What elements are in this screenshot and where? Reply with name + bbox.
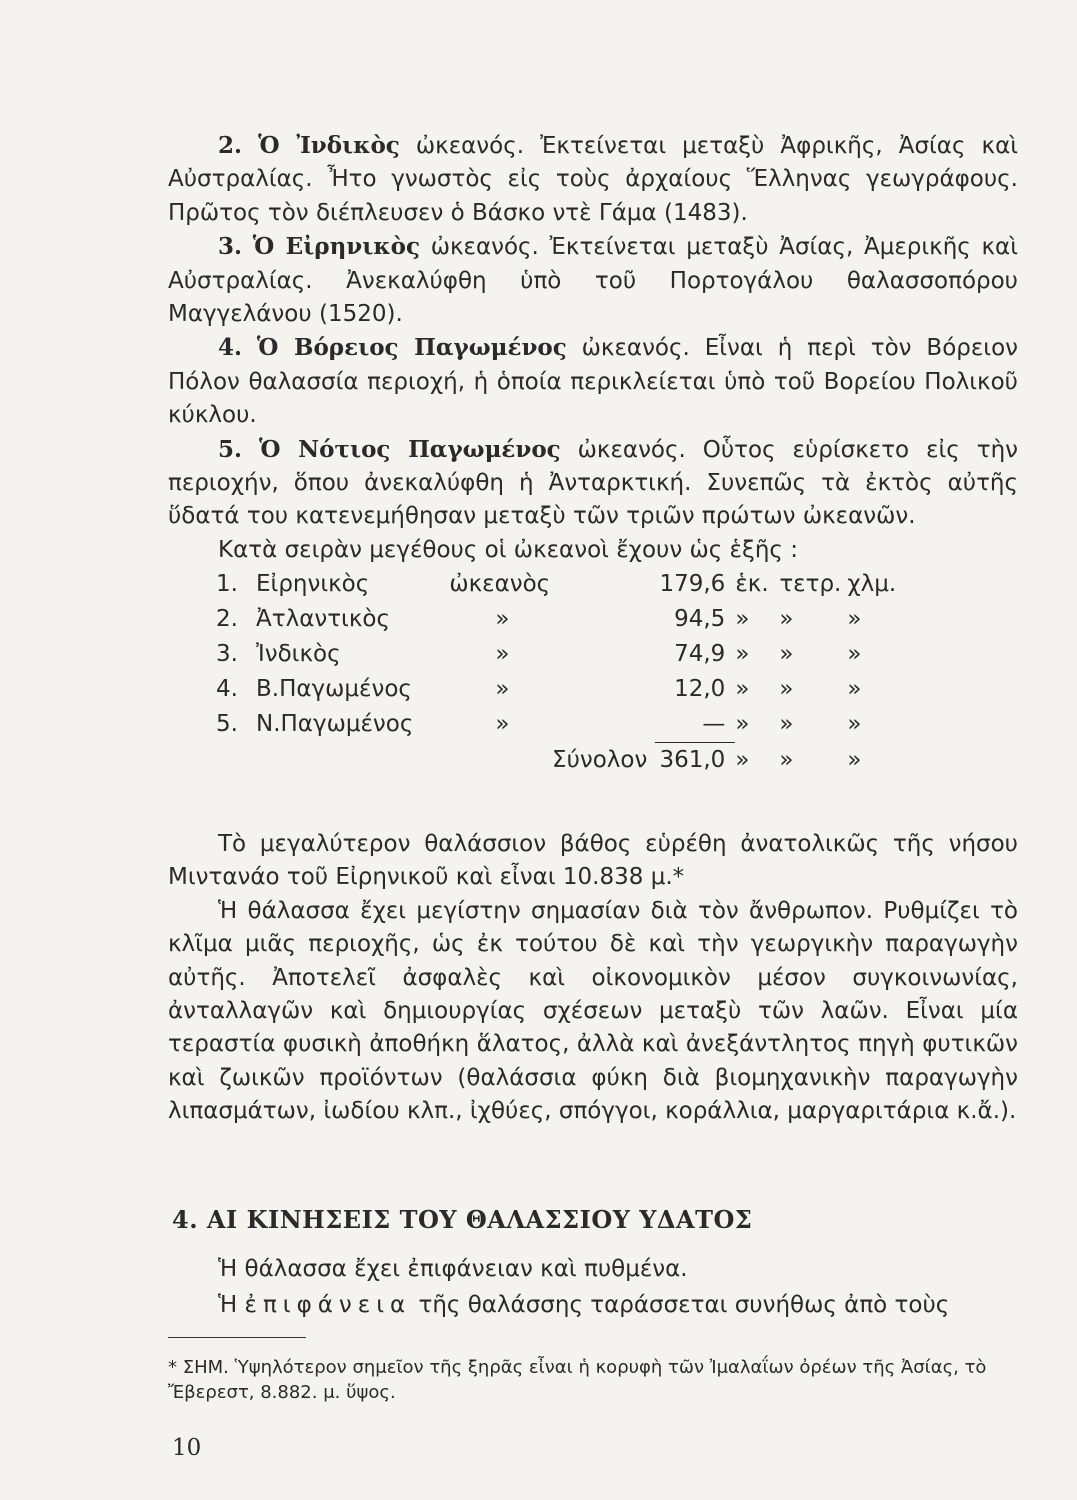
section-body <box>168 1251 1018 1323</box>
depth-paragraph: Τὸ μεγαλύτερον θαλάσσιον βάθος εὑρέθη ἀνατολικῶς τῆς νήσου Μιντανάο τοῦ Εἰρηνικοῦ καὶ εἶναι 10.838 μ.* <box>168 831 1018 891</box>
ocean-item-indian: 2. Ὁ Ἰνδικὸς ὠκεανός. Ἐκτείνεται μεταξὺ Ἀφρικῆς, Ἀσίας καὶ Αὐστραλίας. Ἦτο γνωστὸς εἰς τοὺς ἀρχαίους Ἕλληνας γεωγράφους. Πρῶτος τὸν διέπλευσεν ὁ Βάσκο ντὲ Γάμα (1483). <box>168 132 1019 226</box>
body-text <box>168 828 1018 1129</box>
table-total-row: Σύνολον 361,0 » » » <box>216 743 896 779</box>
table-row: 5. Ν.Παγωμένος » — » » » <box>216 711 862 738</box>
ocean-name: Ὁ Βόρειος Παγωμένος <box>256 334 567 362</box>
ocean-item-arctic: 4. Ὁ Βόρειος Παγωμένος ὠκεανός. Εἶναι ἡ περὶ τὸν Βόρειον Πόλον θαλασσία περιοχή, ἡ ὁποία περικλείεται ὑπὸ τοῦ Βορείου Πολικοῦ κύκλου. <box>168 334 1019 429</box>
section-line: Ἡ ἐπιφάνεια τῆς θαλάσσης ταράσσεται συνήθως ἀπὸ τοὺς <box>218 1292 950 1318</box>
ocean-size-table <box>216 567 896 778</box>
ocean-item-pacific: 3. Ὁ Εἰρηνικὸς ὠκεανός. Ἐκτείνεται μεταξὺ Ἀσίας, Ἀμερικῆς καὶ Αὐστραλίας. Ἀνεκαλύφθη ὑπὸ τοῦ Πορτογάλου θαλασσοπόρου Μαγγελάνου (1520). <box>168 233 1019 328</box>
oceans-list <box>168 129 1018 778</box>
size-intro: Κατὰ σειρὰν μεγέθους οἱ ὠκεανοὶ ἔχουν ὡς ἑξῆς : <box>218 536 798 563</box>
ocean-item-antarctic: 5. Ὁ Νότιος Παγωμένος ὠκεανός. Οὗτος εὑρίσκετο εἰς τὴν περιοχήν, ὅπου ἀνεκαλύφθη ἡ Ἀνταρκτική. Συνεπῶς τὰ ἐκτὸς αὐτῆς ὕδατά του κατενεμήθησαν μεταξὺ τῶν τριῶν πρώτων ὠκεανῶν. <box>168 435 1019 530</box>
footnote-label: * ΣΗΜ. <box>168 1357 229 1378</box>
table-row: 3. Ἰνδικὸς » 74,9 » » » <box>216 641 862 668</box>
table-row: 4. Β.Παγωμένος » 12,0 » » » <box>216 676 862 703</box>
table-row: 2. Ἀτλαντικὸς » 94,5 » » » <box>216 606 862 633</box>
table-row: 1. Εἰρηνικὸς ὠκεανὸς 179,6 ἑκ. τετρ. χλμ. <box>216 571 897 598</box>
section-heading: 4. ΑΙ ΚΙΝΗΣΕΙΣ ΤΟΥ ΘΑΛΑΣΣΙΟΥ ΥΔΑΤΟΣ <box>172 1205 753 1234</box>
page-number: 10 <box>172 1435 202 1461</box>
footnote-divider <box>168 1337 306 1338</box>
ocean-name: Ὁ Νότιος Παγωμένος <box>258 435 561 463</box>
section-line: Ἡ θάλασσα ἔχει ἐπιφάνειαν καὶ πυθμένα. <box>218 1256 688 1282</box>
importance-paragraph: Ἡ θάλασσα ἔχει μεγίστην σημασίαν διὰ τὸν ἄνθρωπον. Ρυθμίζει τὸ κλῖμα μιᾶς περιοχῆς, ὡς ἐκ τούτου δὲ καὶ τὴν γεωργικὴν παραγωγὴν αὐτῆς. Ἀποτελεῖ ἀσφαλὲς καὶ οἰκονομικὸν μέσον συγκοινωνίας, ἀνταλλαγῶν καὶ δημιουργίας σχέσεων μεταξὺ τῶν λαῶν. Εἶναι μία τεραστία φυσικὴ ἀποθήκη ἅλατος, ἀλλὰ καὶ ἀνεξάντλητος πηγὴ φυτικῶν καὶ ζωικῶν προϊόντων (θαλάσσια φύκη διὰ βιομηχανικὴν παραγωγὴν λιπασμάτων, ἰωδίου κλπ., ἰχθύες, σπόγγοι, κοράλλια, μαργαριτάρια κ.ἄ.). <box>168 897 1018 1125</box>
footnote <box>168 1355 1018 1405</box>
ocean-name: Ὁ Εἰρηνικὸς <box>252 233 420 261</box>
footnote-text: Ὑψηλότερον σημεῖον τῆς ξηρᾶς εἶναι ἡ κορυφὴ τῶν Ἰμαλαΐων ὀρέων τῆς Ἀσίας, τὸ Ἔβερεστ, 8.882. μ. ὕψος. <box>168 1357 987 1403</box>
ocean-name: Ὁ Ἰνδικὸς <box>258 132 400 159</box>
